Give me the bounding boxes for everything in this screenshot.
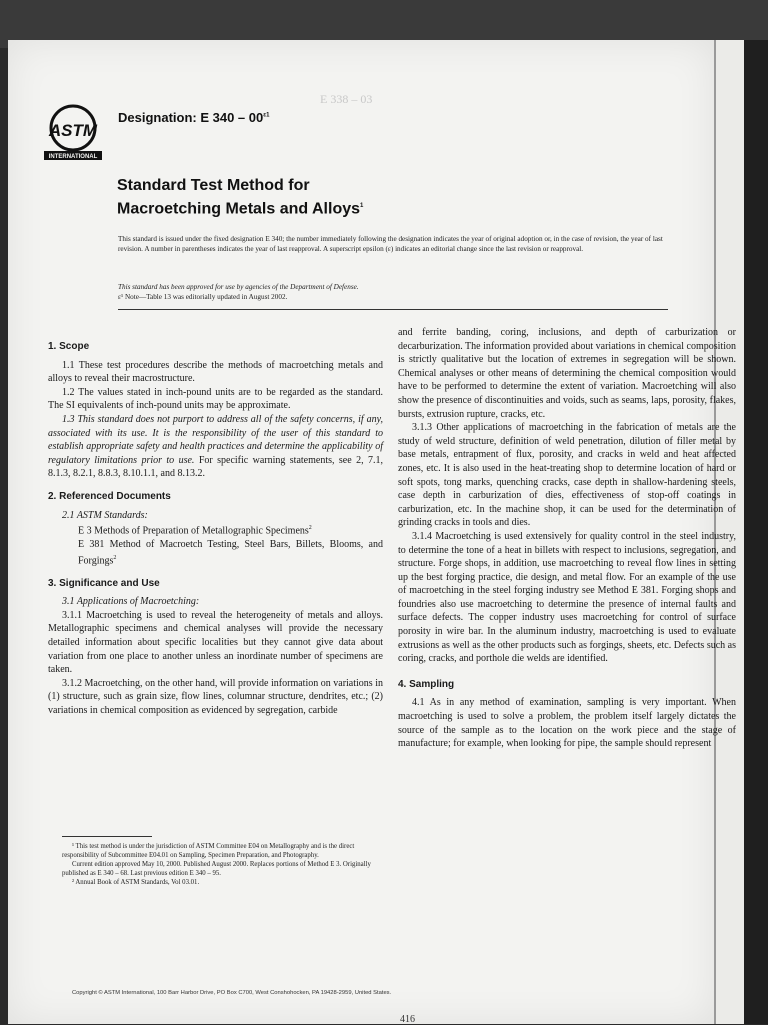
paragraph: 3.1.1 Macroetching is used to reveal the heterogeneity of metals and alloys. Metallographic specimens and chemical analyses will provide the necessary detailed information about specific localities but they cannot give data about variation from one place to another unless an inordinate number of specimens are taken.	[48, 609, 383, 676]
designation: Designation: E $340 - 00^{\varepsilon 1}$	[118, 110, 270, 125]
paragraph: 3.1.4 Macroetching is used extensively for quality control in the steel industry, to determine the tone of a heat in billets with respect to inclusions, segregation, and structure. Forge shops, in addition, use macroetching to reveal flow lines in setting up the best forging practice, die design, and metal flow. For an example of the use of macroetching in the steel forging industry see Method E 381. Forging shops and foundries also use macroetching to determine the presence of internal faults and surface defects. The copper industry uses macroetching for control of surface porosity in wire bar. In the aluminum industry, macroetching is used to evaluate extrusions as well as the other products such as forgings, sheets, etc. Defects such as coring, cracks, and porthole die welds are identified.	[398, 530, 736, 665]
section-heading-sampling: 4. Sampling	[398, 678, 455, 690]
issuance-statement: This standard is issued under the fixed designation E 340; the number immediately following the designation indicates the year of original adoption or, in the case of revision, the year of last revision. A number in parentheses indicates the year of last reapproval. A superscript epsilon (ε) indicates an editorial change since the last revision or reapproval.	[118, 235, 663, 253]
footnote: ¹ This test method is under the jurisdiction of ASTM Committee E04 on Metallography and is the direct responsibility of Subcommittee E04.01 on Sampling, Specimen Preparation, and Photography.	[62, 843, 355, 859]
footnotes	[62, 842, 392, 887]
paragraph: 1.3 This standard does not purport to address all of the safety concerns, if any, associated with its use. It is the responsibility of the user of this standard to establish appropriate safety and health practices and determine the applicability of regulatory limitations prior to use. For specific warning statements, see 2, 7.1, 8.1.3, 8.2.1, 8.8.3, 8.10.1.1, and 8.13.2.	[48, 413, 383, 480]
scanner-right-border	[744, 40, 768, 1024]
paragraph: 3.1.2 Macroetching, on the other hand, will provide information on variations in (1) structure, such as grain size, flow lines, columnar structure, dendrites, etc.; (2) variations in chemical composition as evidenced by segregation, carbide	[48, 677, 383, 716]
left-column	[48, 340, 383, 718]
header-divider	[118, 309, 668, 310]
logo-subtext: INTERNATIONAL	[48, 154, 98, 160]
footnote-divider	[62, 836, 152, 837]
paragraph: 3.1.3 Other applications of macroetching in the fabrication of metals are the study of weld structure, definition of weld penetration, dilution of filler metal by base metals, entrapment of flux, porosity, and cracks in weld and heat affected zones, etc. It is also used in the heat-treating shop to determine location of hard or soft spots, tong marks, quenching cracks, case depth in shallow-hardening steels, case depth in carburization of dies, effectiveness of stop-off coatings in carburization, etc. In the machine shop, it can be used for the determination of grinding cracks in tools and dies.	[398, 422, 736, 529]
logo-text: ASTM	[48, 121, 98, 140]
astm-logo-icon	[44, 103, 102, 161]
dod-approval-note: This standard has been approved for use by agencies of the Department of Defense.	[118, 283, 359, 291]
section-heading-referenced-documents: 2. Referenced Documents	[48, 490, 171, 502]
paragraph: 1.2 The values stated in inch-pound units are to be regarded as the standard. The SI equivalents of inch-pound units may be approximate.	[48, 386, 383, 412]
footnote: ² Annual Book of ASTM Standards, Vol 03.01.	[72, 879, 200, 886]
reference-item: E 3 Methods of Preparation of Metallographic Specimens$^2$	[78, 525, 312, 537]
paragraph: and ferrite banding, coring, inclusions, and depth of carburization or decarburization. The information provided about variations in chemical composition is strictly qualitative but the location of extremes in segregation will be shown. Chemical analyses or other means of determining the chemical composition would have to be performed to determine the extent of variation. Macroetching will also show the presence of discontinuities and voids, such as seams, laps, porosity, flakes, bursts, extrusion rupture, cracks, etc.	[398, 327, 736, 420]
document-title: Standard Test Method for Macroetching Metals and Alloys$^1$	[117, 177, 364, 218]
footnote: Current edition approved May 10, 2000. Published August 2000. Replaces portions of Method E 3. Originally published as E 340 – 68. Last previous edition E 340 – 95.	[62, 861, 371, 877]
right-column	[398, 326, 736, 751]
bleed-through-text: E 338 – 03	[320, 92, 373, 106]
page-number: 416	[400, 1014, 415, 1025]
copyright-line: Copyright © ASTM International, 100 Barr Harbor Drive, PO Box C700, West Conshohocken, PA 19428-2959, United States.	[72, 990, 392, 996]
paragraph: 1.1 These test procedures describe the methods of macroetching metals and alloys to reveal their macrostructure.	[48, 359, 383, 385]
reference-item: E 381 Method of Macroetch Testing, Steel Bars, Billets, Blooms, and Forgings$^2$	[78, 539, 383, 566]
paragraph: 2.1 ASTM Standards:	[62, 509, 148, 521]
paragraph: 3.1 Applications of Macroetching:	[62, 596, 200, 608]
editorial-note: ε¹ Note—Table 13 was editorially updated in August 2002.	[118, 293, 288, 301]
section-heading-significance: 3. Significance and Use	[48, 577, 160, 589]
paragraph: 4.1 As in any method of examination, sampling is very important. When macroetching is used to solve a problem, the problem itself largely dictates the source of the sample as to the location on the work piece and the stage of manufacture; for example, when looking for pipe, the sample should represent	[398, 697, 736, 750]
section-heading-scope: 1. Scope	[48, 341, 90, 352]
